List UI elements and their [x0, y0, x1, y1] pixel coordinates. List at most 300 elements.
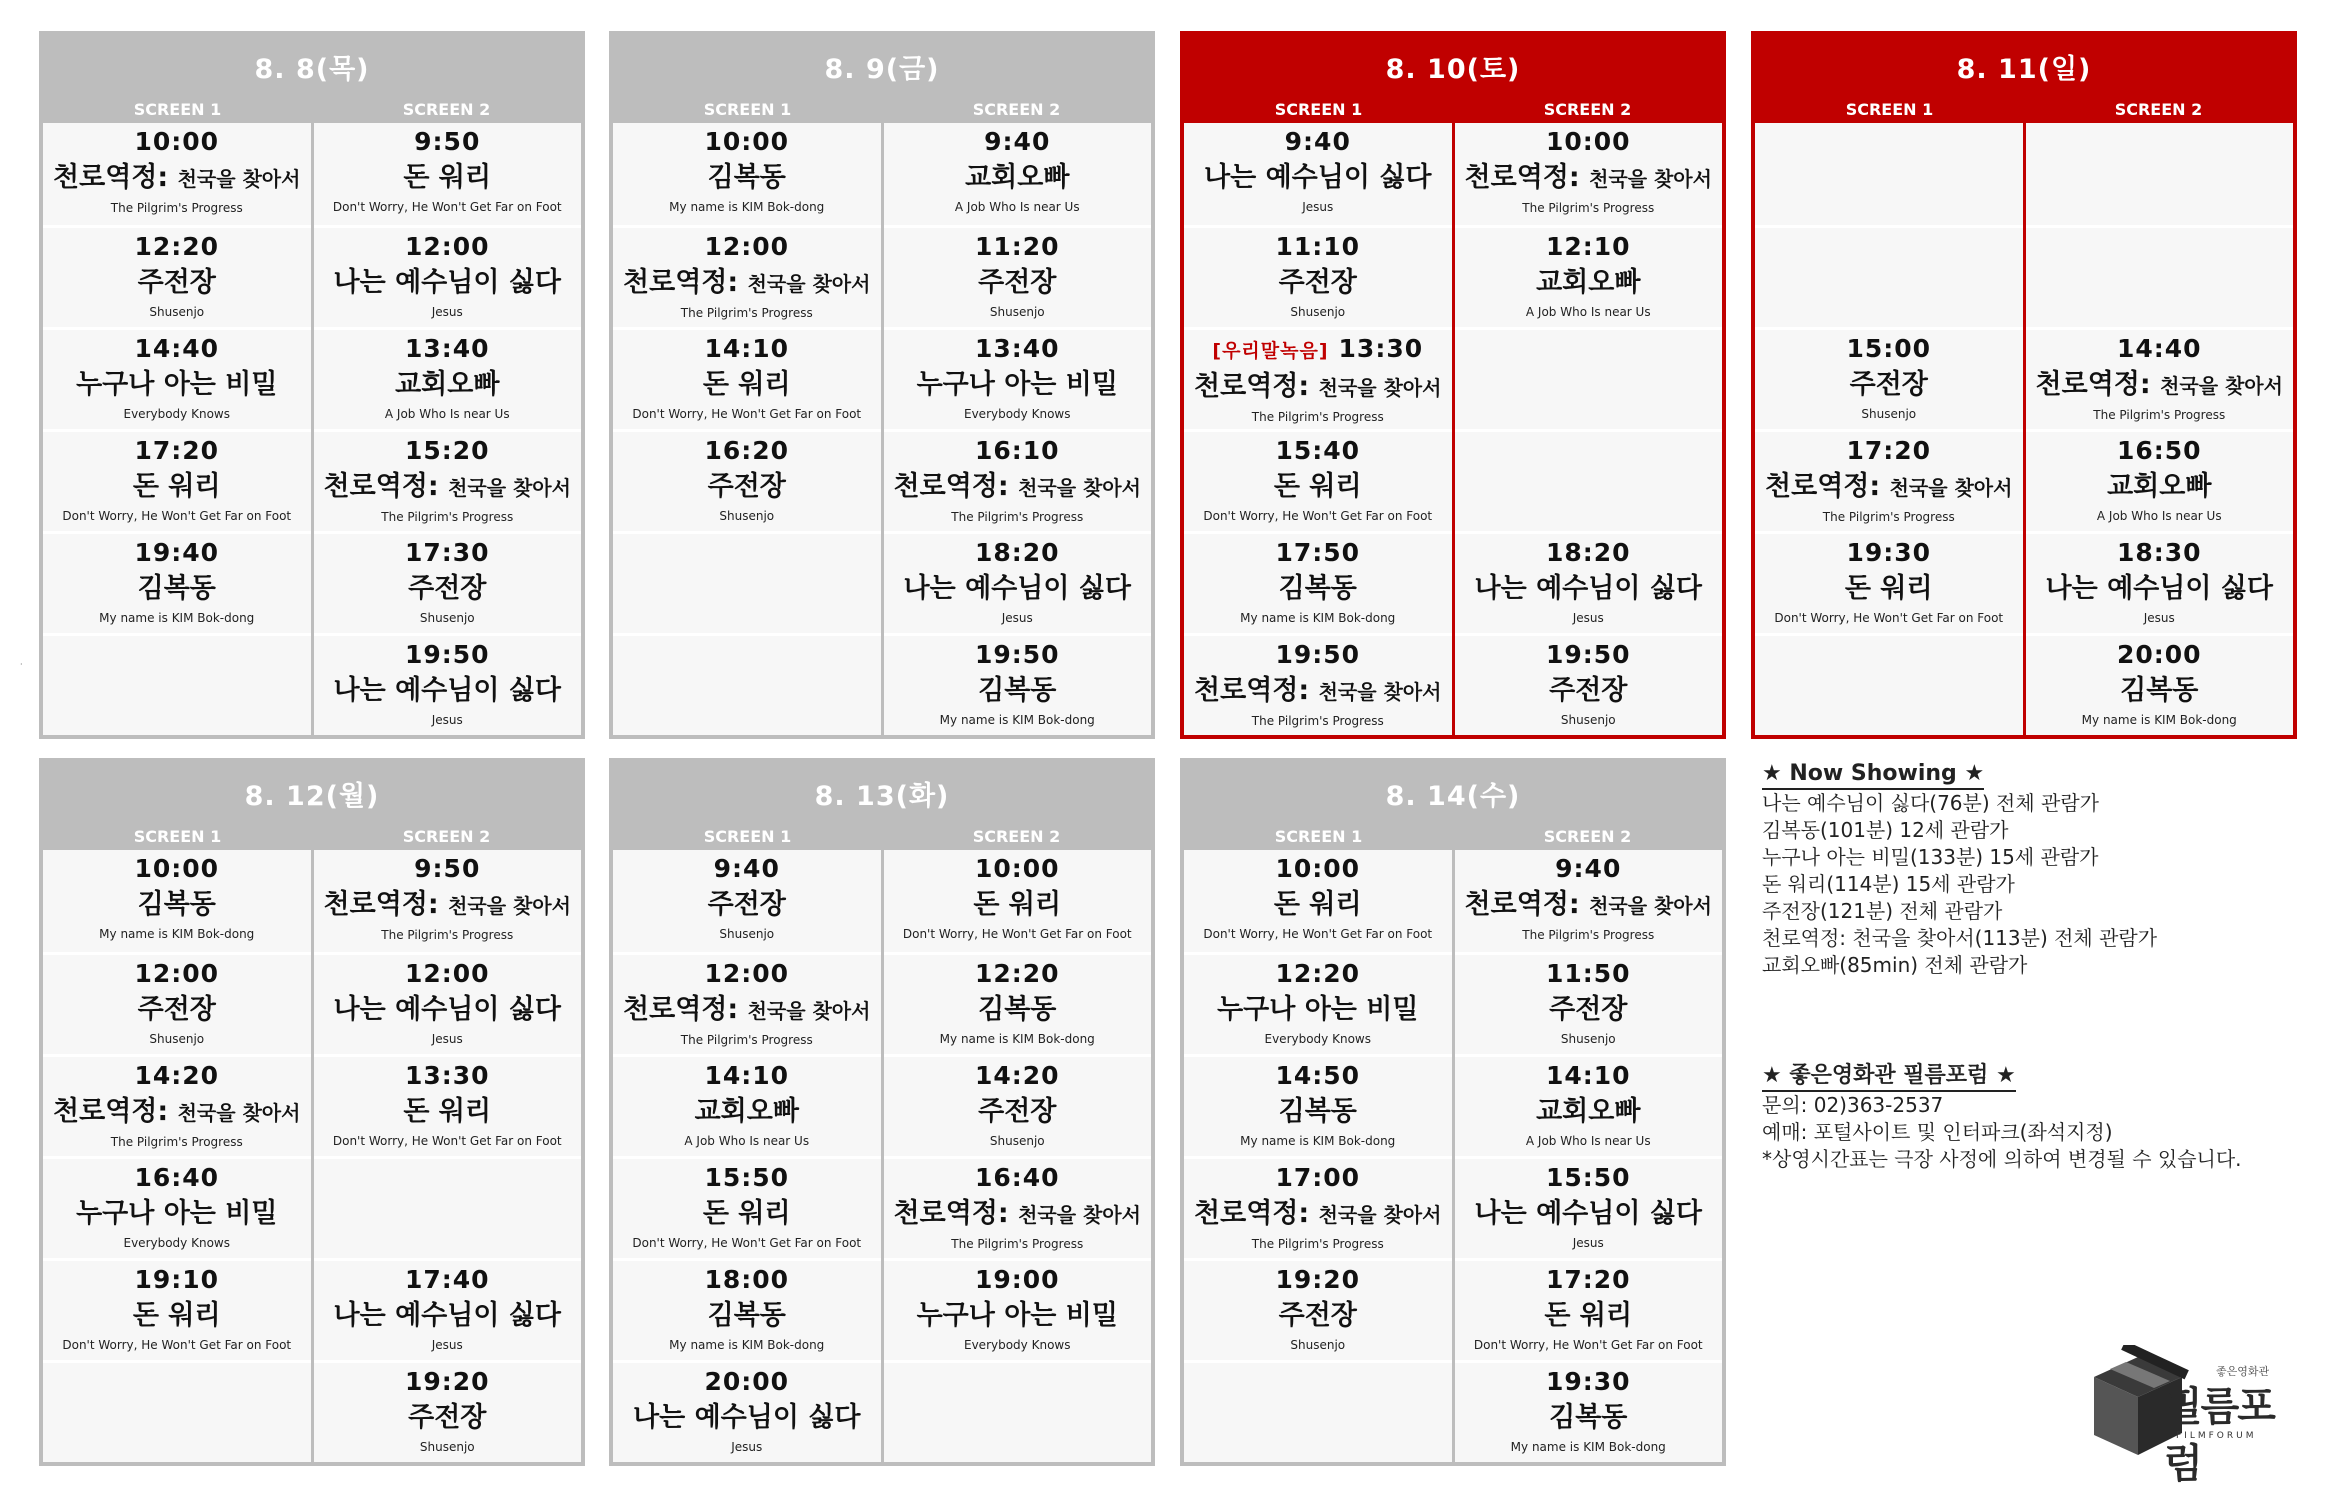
showtime — [975, 957, 1060, 991]
showtime-value: 19:50 — [974, 640, 1060, 669]
day-panel — [1180, 758, 1726, 1466]
movie-title — [917, 1297, 1118, 1335]
movie-subtitle: 천국을 찾아서 — [177, 1101, 301, 1125]
screen-1-column — [613, 850, 881, 1462]
showtime-slot — [1455, 225, 1723, 327]
showtime-slot — [613, 225, 881, 327]
movie-title-main: 천로역정 — [1765, 471, 1870, 502]
movie-title-main: 김복동 — [707, 1300, 786, 1331]
movie-english-title: Shusenjo — [149, 1032, 205, 1046]
showtime-value: 10:00 — [134, 127, 220, 156]
showtime-value: 19:30 — [1846, 538, 1932, 567]
showtime-value: 12:10 — [1545, 232, 1631, 261]
movie-subtitle: 천국을 찾아서 — [1889, 476, 2013, 500]
movie-title-main: 김복동 — [978, 675, 1057, 706]
showtime-value: 10:00 — [974, 854, 1060, 883]
movie-english-title: The Pilgrim's Progress — [1251, 1237, 1384, 1251]
movie-english-title: Don't Worry, He Won't Get Far on Foot — [632, 1236, 862, 1250]
showtime-value: 12:00 — [704, 959, 790, 988]
screen-label: SCREEN 1 — [1274, 827, 1363, 846]
showtime-slot — [1184, 225, 1452, 327]
movie-title — [623, 991, 870, 1030]
showtime — [975, 638, 1060, 672]
showtime-slot — [314, 1360, 582, 1462]
movie-english-title: The Pilgrim's Progress — [2093, 408, 2226, 422]
theater-heading: ★ 좋은영화관 필름포럼 ★ — [1762, 1062, 2016, 1092]
screen-1-column — [1184, 123, 1452, 735]
showtime — [975, 852, 1060, 886]
showtime-value: 14:10 — [1545, 1061, 1631, 1090]
showtime — [975, 434, 1060, 468]
movie-title — [1475, 570, 1702, 608]
movie-english-title: Shusenjo — [1861, 407, 1917, 421]
screen-label: SCREEN 2 — [2114, 100, 2203, 119]
showtime — [405, 230, 490, 264]
showtime-value: 15:50 — [704, 1163, 790, 1192]
movie-title-main: 김복동 — [1278, 1096, 1357, 1127]
showtime — [1546, 125, 1631, 159]
screen-label: SCREEN 1 — [133, 100, 222, 119]
movie-title-main: 나는 예수님이 싫다 — [333, 1300, 561, 1331]
movie-english-title: Don't Worry, He Won't Get Far on Foot — [902, 927, 1132, 941]
showtime — [405, 1365, 490, 1399]
movie-english-title: Shusenjo — [1290, 1338, 1346, 1352]
movie-title — [1549, 672, 1627, 710]
movie-english-title: Shusenjo — [1560, 713, 1616, 727]
screen-2-column — [2023, 123, 2294, 735]
showtime — [1546, 1263, 1631, 1297]
movie-english-title: A Job Who Is near Us — [1525, 1134, 1651, 1148]
movie-title-main: 김복동 — [137, 573, 216, 604]
showtime-value: 17:50 — [1275, 538, 1361, 567]
showtime-value: 19:50 — [1275, 640, 1361, 669]
showtime — [134, 332, 219, 366]
showtime-slot — [1184, 1156, 1452, 1258]
showtime — [1546, 638, 1631, 672]
showtime — [405, 1263, 490, 1297]
showtime-value: 9:40 — [1555, 854, 1622, 883]
showtime-slot — [43, 1156, 311, 1258]
schedule-grid — [613, 850, 1151, 1462]
showtime-slot — [1455, 952, 1723, 1054]
movie-title — [334, 1297, 561, 1335]
screen-label: SCREEN 1 — [133, 827, 222, 846]
showtime-value: 13:40 — [974, 334, 1060, 363]
movie-title-main: 나는 예수님이 싫다 — [1474, 573, 1702, 604]
showtime — [1275, 1263, 1360, 1297]
showtime-slot — [1455, 633, 1723, 735]
showtime — [1546, 957, 1631, 991]
showtime-slot — [613, 850, 881, 952]
day-panel — [1180, 31, 1726, 739]
movie-english-title: Everybody Knows — [1264, 1032, 1371, 1046]
movie-title-main: 김복동 — [707, 162, 786, 193]
showtime — [1275, 1161, 1360, 1195]
empty-slot — [1455, 429, 1723, 531]
showtime-slot — [1455, 123, 1723, 225]
movie-english-title: Don't Worry, He Won't Get Far on Foot — [632, 407, 862, 421]
showtime-value: 15:50 — [1545, 1163, 1631, 1192]
movie-english-title: Shusenjo — [419, 1440, 475, 1454]
movie-title-main: 돈 워리 — [1273, 889, 1362, 920]
showtime-slot — [2026, 531, 2294, 633]
movie-subtitle: 천국을 찾아서 — [448, 894, 571, 918]
showtime — [405, 1059, 490, 1093]
showtime — [134, 852, 219, 886]
screen-2-column — [1452, 123, 1723, 735]
screen-label: SCREEN 1 — [1274, 100, 1363, 119]
movie-english-title: Jesus — [1572, 1236, 1604, 1250]
movie-title — [1217, 991, 1418, 1029]
movie-title — [2107, 468, 2211, 506]
movie-english-title: The Pilgrim's Progress — [381, 928, 514, 942]
empty-slot — [613, 633, 881, 735]
movie-subtitle: 천국을 찾아서 — [1318, 680, 1442, 704]
movie-english-title: The Pilgrim's Progress — [110, 201, 243, 215]
showtime — [2117, 434, 2202, 468]
showtime-slot — [1455, 531, 1723, 633]
movie-title — [1279, 1297, 1357, 1335]
showtime-value: 17:20 — [134, 436, 220, 465]
showtime — [1275, 638, 1360, 672]
showtime-slot — [1184, 429, 1452, 531]
title-separator: : — [1298, 371, 1319, 402]
movie-title — [408, 1399, 486, 1437]
movie-title-main: 나는 예수님이 싫다 — [333, 267, 561, 298]
title-separator: : — [727, 994, 748, 1025]
movie-title — [403, 159, 491, 197]
movie-title-main: 천로역정 — [893, 471, 998, 502]
movie-english-title: Jesus — [431, 305, 463, 319]
screen-label: SCREEN 2 — [972, 100, 1061, 119]
showtime-slot — [884, 1258, 1152, 1360]
showtime — [2117, 638, 2202, 672]
showtime-value: 19:40 — [134, 538, 220, 567]
showtime-value: 14:50 — [1275, 1061, 1361, 1090]
movie-subtitle: 천국을 찾아서 — [1318, 1203, 1442, 1227]
empty-slot — [1184, 1360, 1452, 1462]
movie-title — [324, 468, 571, 507]
showtime-value: 13:30 — [404, 1061, 490, 1090]
movie-english-title: Jesus — [1572, 611, 1604, 625]
movie-title — [978, 1093, 1056, 1131]
movie-english-title: My name is KIM Bok-dong — [669, 200, 825, 214]
movie-title — [133, 468, 221, 506]
movie-english-title: Everybody Knows — [123, 1236, 230, 1250]
movie-title — [138, 886, 216, 924]
showtime — [1275, 536, 1360, 570]
movie-title — [2036, 366, 2283, 405]
movie-english-title: The Pilgrim's Progress — [1822, 510, 1955, 524]
showtime — [134, 125, 219, 159]
showtime — [1846, 434, 1931, 468]
movie-title-main: 교회오빠 — [2107, 471, 2212, 502]
logo-text: 필름포럼 — [2164, 1384, 2274, 1487]
showtime-value: 9:50 — [414, 854, 481, 883]
showtime-slot — [884, 850, 1152, 952]
showtime-value: 12:00 — [704, 232, 790, 261]
showtime — [975, 332, 1060, 366]
title-separator: : — [157, 162, 178, 193]
movie-title — [1845, 570, 1933, 608]
showtime-slot — [314, 429, 582, 531]
showtime-value: 10:00 — [1545, 127, 1631, 156]
showtime-slot — [314, 327, 582, 429]
logo-small-text: 좋은영화관 — [2216, 1365, 2270, 1378]
title-separator: : — [997, 471, 1019, 502]
movie-title — [1194, 672, 1441, 711]
screen-label: SCREEN 2 — [1543, 827, 1632, 846]
screen-2-column — [881, 850, 1152, 1462]
showtime-slot — [1455, 1054, 1723, 1156]
empty-slot — [2026, 225, 2294, 327]
movie-title — [334, 264, 561, 302]
movie-subtitle: 천국을 찾아서 — [448, 476, 571, 500]
showtime-value: 13:30 — [1338, 334, 1424, 363]
showtime-slot — [1184, 850, 1452, 952]
showtime — [704, 1059, 789, 1093]
showtime — [975, 1059, 1060, 1093]
screen-1-column — [43, 123, 311, 735]
title-separator: : — [427, 889, 449, 920]
movie-title-main: 주전장 — [978, 267, 1057, 298]
movie-english-title: The Pilgrim's Progress — [951, 1237, 1084, 1251]
showtime — [704, 957, 789, 991]
showtime-value: 16:20 — [704, 436, 790, 465]
showtime-slot — [314, 531, 582, 633]
showtime — [134, 1263, 219, 1297]
showtime — [405, 957, 490, 991]
showtime-value: 19:20 — [404, 1367, 490, 1396]
showtime-slot — [1184, 327, 1452, 429]
showtime — [704, 1365, 789, 1399]
movie-title-main: 누구나 아는 비밀 — [1217, 994, 1419, 1025]
showtime-value: 12:00 — [404, 232, 490, 261]
movie-english-title: Jesus — [431, 1338, 463, 1352]
showtime — [2117, 332, 2202, 366]
showtime — [704, 332, 789, 366]
movie-title — [978, 264, 1056, 302]
showtime-value: 16:40 — [134, 1163, 220, 1192]
empty-slot — [43, 633, 311, 735]
movie-title — [1536, 1093, 1640, 1131]
showtime-slot — [314, 850, 582, 952]
movie-title — [1279, 264, 1357, 302]
movie-title — [703, 366, 791, 404]
title-separator: : — [1568, 162, 1590, 193]
movie-english-title: The Pilgrim's Progress — [680, 306, 813, 320]
movie-title — [1194, 1195, 1441, 1234]
showtime — [1275, 434, 1360, 468]
movie-title — [395, 366, 499, 404]
showtime-slot — [1184, 952, 1452, 1054]
showtime-value: 18:20 — [974, 538, 1060, 567]
movie-title-main: 주전장 — [707, 889, 786, 920]
movie-english-title: The Pilgrim's Progress — [1251, 410, 1384, 424]
showtime-slot — [613, 327, 881, 429]
movie-english-title: A Job Who Is near Us — [684, 1134, 810, 1148]
title-separator: : — [997, 1198, 1019, 1229]
screen-header — [43, 824, 581, 850]
movie-title-main: 누구나 아는 비밀 — [916, 369, 1118, 400]
movie-title — [1765, 468, 2012, 507]
showtime-slot — [43, 850, 311, 952]
movie-english-title: The Pilgrim's Progress — [1522, 201, 1655, 215]
showtime-slot — [2026, 429, 2294, 531]
movie-title — [334, 672, 561, 710]
movie-title-main: 돈 워리 — [132, 471, 221, 502]
showtime — [414, 852, 480, 886]
showtime-slot — [1755, 327, 2023, 429]
showtime-slot — [43, 531, 311, 633]
movie-english-title: Jesus — [1001, 611, 1033, 625]
movie-subtitle: 천국을 찾아서 — [747, 999, 871, 1023]
showtime-value: 17:40 — [404, 1265, 490, 1294]
title-separator: : — [427, 471, 449, 502]
now-showing-item: 돈 워리(114분) 15세 관람가 — [1762, 872, 2015, 896]
screen-label: SCREEN 2 — [402, 100, 491, 119]
showtime — [405, 638, 490, 672]
showtime-slot — [613, 429, 881, 531]
movie-english-title: Everybody Knows — [964, 1338, 1071, 1352]
showtime — [1546, 536, 1631, 570]
empty-slot — [884, 1360, 1152, 1462]
now-showing-item: 천로역정: 천국을 찾아서(113분) 전체 관람가 — [1762, 926, 2158, 950]
showtime-value: 11:10 — [1275, 232, 1361, 261]
showtime — [1546, 230, 1631, 264]
title-separator: : — [1869, 471, 1890, 502]
schedule-grid — [613, 123, 1151, 735]
movie-title — [408, 570, 486, 608]
showtime — [975, 536, 1060, 570]
showtime — [1846, 536, 1931, 570]
movie-title-main: 주전장 — [408, 1402, 487, 1433]
movie-english-title: My name is KIM Bok-dong — [99, 611, 255, 625]
showtime-slot — [1184, 123, 1452, 225]
title-separator: : — [727, 267, 748, 298]
movie-title-main: 나는 예수님이 싫다 — [1204, 162, 1432, 193]
movie-title — [138, 570, 216, 608]
showtime-slot — [314, 952, 582, 1054]
movie-subtitle: 천국을 찾아서 — [1589, 167, 1712, 191]
showtime-slot — [613, 1156, 881, 1258]
showtime-slot — [884, 1054, 1152, 1156]
movie-title — [1465, 886, 1712, 925]
showtime-slot — [43, 327, 311, 429]
movie-title-main: 돈 워리 — [702, 1198, 791, 1229]
movie-title-main: 천로역정 — [1464, 162, 1569, 193]
title-separator: : — [1568, 889, 1590, 920]
empty-slot — [613, 531, 881, 633]
showtime — [134, 1161, 219, 1195]
movie-title-main: 주전장 — [408, 573, 487, 604]
showtime-slot — [884, 952, 1152, 1054]
movie-title-main: 나는 예수님이 싫다 — [2045, 573, 2273, 604]
theater-phone: 문의: 02)363-2537 — [1762, 1093, 1944, 1117]
movie-title — [53, 1093, 300, 1132]
showtime-value: 14:40 — [134, 334, 220, 363]
movie-title-main: 돈 워리 — [1273, 471, 1362, 502]
screen-1-column — [43, 850, 311, 1462]
showtime-value: 11:20 — [974, 232, 1060, 261]
movie-title — [708, 159, 786, 197]
movie-title-main: 교회오빠 — [965, 162, 1070, 193]
movie-english-title: The Pilgrim's Progress — [1522, 928, 1655, 942]
movie-english-title: The Pilgrim's Progress — [381, 510, 514, 524]
showtime-slot — [43, 225, 311, 327]
screen-label: SCREEN 1 — [703, 827, 792, 846]
movie-title-main: 주전장 — [978, 1096, 1057, 1127]
showtime-value: 16:40 — [974, 1163, 1060, 1192]
screen-label: SCREEN 1 — [1845, 100, 1934, 119]
showtime-value: 14:10 — [704, 334, 790, 363]
schedule-grid — [1184, 123, 1722, 735]
showtime-value: 15:20 — [404, 436, 490, 465]
screen-header — [613, 824, 1151, 850]
movie-english-title: My name is KIM Bok-dong — [939, 713, 1095, 727]
showtime-slot — [43, 952, 311, 1054]
showtime — [1275, 957, 1360, 991]
showtime — [134, 434, 219, 468]
movie-english-title: A Job Who Is near Us — [2096, 509, 2222, 523]
showtime — [134, 230, 219, 264]
stray-mark: · — [20, 660, 23, 669]
screen-1-column — [1755, 123, 2023, 735]
title-separator: : — [2139, 369, 2161, 400]
empty-slot — [43, 1360, 311, 1462]
day-date: 8. 10(토) — [1385, 53, 1521, 85]
showtime-slot — [1455, 1156, 1723, 1258]
movie-title-main: 주전장 — [1278, 267, 1357, 298]
movie-english-title: Jesus — [2143, 611, 2175, 625]
movie-english-title: The Pilgrim's Progress — [110, 1135, 243, 1149]
movie-title — [403, 1093, 491, 1131]
movie-title — [978, 672, 1056, 710]
title-separator: : — [1298, 675, 1319, 706]
schedule-grid — [1184, 850, 1722, 1462]
showtime-value: 12:20 — [134, 232, 220, 261]
showtime — [704, 125, 789, 159]
movie-title-main: 천로역정 — [1464, 889, 1569, 920]
movie-title-main: 나는 예수님이 싫다 — [333, 675, 561, 706]
movie-subtitle: 천국을 찾아서 — [1318, 376, 1442, 400]
movie-title-main: 돈 워리 — [403, 1096, 492, 1127]
movie-title-main: 천로역정 — [323, 889, 428, 920]
showtime-slot — [2026, 327, 2294, 429]
movie-title — [1475, 1195, 1702, 1233]
movie-title-main: 주전장 — [137, 267, 216, 298]
now-showing-item: 교회오빠(85min) 전체 관람가 — [1762, 953, 2028, 977]
movie-title-main: 김복동 — [1549, 1402, 1628, 1433]
movie-title-main: 천로역정 — [623, 267, 728, 298]
movie-english-title: Shusenjo — [149, 305, 205, 319]
showtime-slot — [2026, 633, 2294, 735]
movie-english-title: Jesus — [1302, 200, 1334, 214]
movie-title-main: 천로역정 — [1194, 675, 1299, 706]
now-showing-item: 김복동(101분) 12세 관람가 — [1762, 818, 2009, 842]
movie-english-title: Jesus — [731, 1440, 763, 1454]
showtime-slot — [613, 1054, 881, 1156]
showtime-slot — [884, 225, 1152, 327]
filmforum-logo — [2080, 1345, 2280, 1487]
movie-title — [1279, 570, 1357, 608]
movie-title-main: 주전장 — [1278, 1300, 1357, 1331]
showtime-slot — [1184, 1054, 1452, 1156]
movie-english-title: Don't Worry, He Won't Get Far on Foot — [1473, 1338, 1703, 1352]
day-panel — [1751, 31, 2297, 739]
movie-english-title: Don't Worry, He Won't Get Far on Foot — [1203, 509, 1433, 523]
movie-title-main: 주전장 — [1549, 994, 1628, 1025]
